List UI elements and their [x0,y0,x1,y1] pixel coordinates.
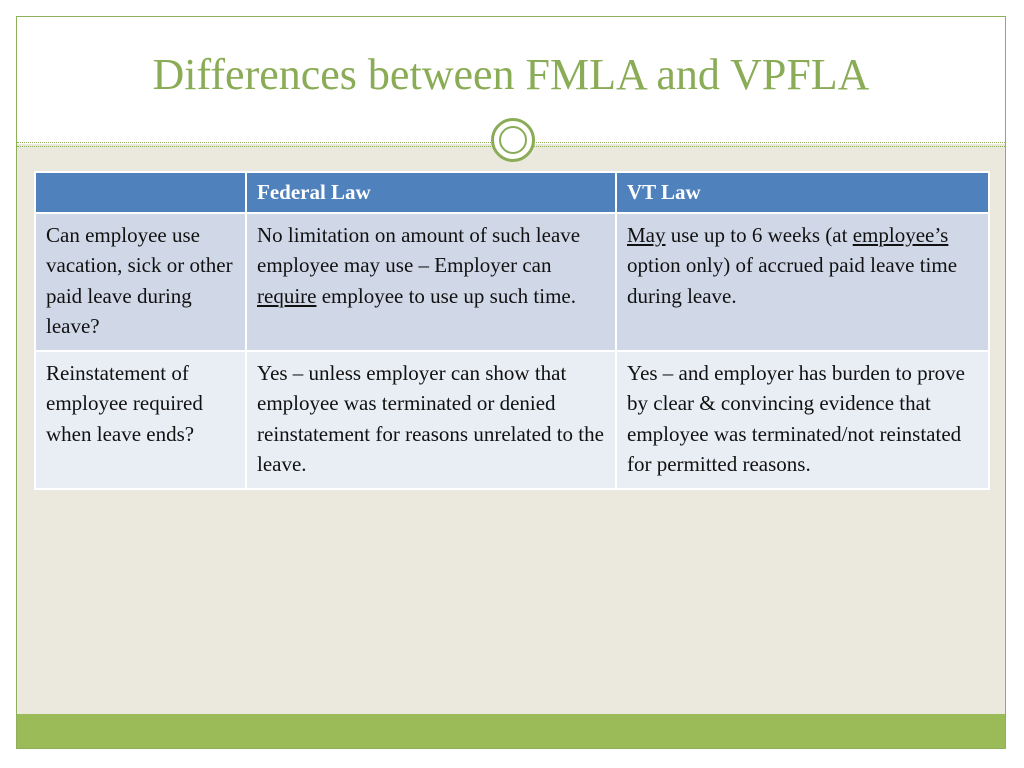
table-row [35,213,989,351]
underlined-text: employee’s [852,222,949,247]
table-row [35,351,989,489]
vt-law-cell [616,213,989,351]
cell-text: option only) of accrued paid leave time during leave. [627,253,958,308]
circle-ornament-inner [499,126,527,154]
cell-text: employee to use up such time. [316,283,576,308]
question-cell: Can employee use vacation, sick or other paid leave during leave? [35,213,246,351]
underlined-text: May [627,222,666,247]
cell-text: use up to 6 weeks (at [665,222,853,247]
federal-law-cell [246,213,616,351]
comparison-table [34,171,990,490]
bottom-accent-bar [17,714,1005,748]
slide [16,16,1006,749]
vt-law-cell: Yes – and employer has burden to prove by clear & convincing evidence that employee was terminated/not reinstated for permitted reasons. [616,351,989,489]
header-cell-federal-law: Federal Law [246,172,616,213]
cell-text: No limitation on amount of such leave employee may use – Employer can [257,222,581,277]
comparison-table-container [34,171,988,490]
header-cell-vt-law: VT Law [616,172,989,213]
underlined-text: require [257,283,317,308]
slide-title: Differences between FMLA and VPFLA [152,50,870,99]
header-cell-blank [35,172,246,213]
federal-law-cell: Yes – unless employer can show that employee was terminated or denied reinstatement for reasons unrelated to the leave. [246,351,616,489]
table-header-row [35,172,989,213]
question-cell: Reinstatement of employee required when leave ends? [35,351,246,489]
circle-ornament [491,118,535,162]
